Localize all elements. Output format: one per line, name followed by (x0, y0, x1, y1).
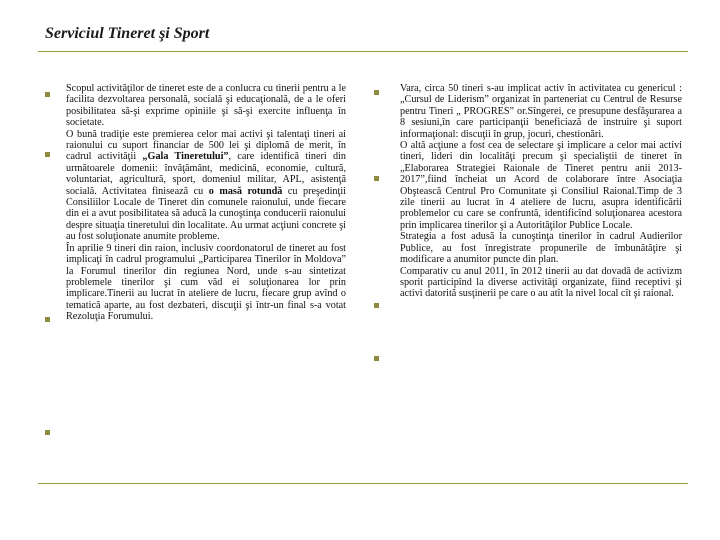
paragraph-scope: Scopul activităţilor de tineret este de a conlucra cu tinerii pentru a le facilita dezvoltarea personală, socială şi educaţională, de a le oferi posibilitatea să-şi exprime opiniile şi să-şi exercite influenţa în societate. (66, 83, 346, 129)
right-column (400, 83, 682, 300)
bullet-marker (45, 317, 50, 322)
bullet-marker (374, 356, 379, 361)
page-title: Serviciul Tineret şi Sport (45, 25, 210, 42)
bold-text: „Gala Tineretului” (142, 151, 229, 163)
text-span: , care identifică tineri din următoarele domenii: învăţământ, medicină, economie, cultură, voluntariat, agricultură, sport, domeniul militar, APL, asistenţă socială. Activitatea finisează cu (66, 151, 346, 197)
text-span: cu preşedinţii Consiliilor Locale de Tineret din comunele raionului, unde fiecare din ei a avut posibilitatea să aducă la cunoştinţa conducerii raionului despre situaţia tineretului din localitate. Au urmat acţiuni concrete şi au fost soluţionate anumite probleme. (66, 185, 346, 243)
bullet-marker (374, 176, 379, 181)
bullet-marker (45, 152, 50, 157)
bottom-divider (38, 483, 688, 484)
paragraph-public-hearings: Strategia a fost adusă la cunoştinţa tinerilor în cadrul Audierilor Publice, au fost înregistrate propunerile de îmbunătăţire şi modificare a anumitor puncte din plan. (400, 231, 682, 266)
paragraph-comparison: Comparativ cu anul 2011, în 2012 tinerii au dat dovadă de activizm sporit participînd la diverse activităţi organizate, fiind receptivi şi activi datorită susţinerii pe care o au atît la nivel local cît şi raional. (400, 265, 682, 300)
bullet-marker (374, 90, 379, 95)
paragraph-gala (66, 129, 346, 243)
bold-text: o masă rotundă (208, 185, 283, 197)
text-span: O bună tradiţie este premierea celor mai activi şi talentaţi tineri ai raionului cu suport financiar de 500 lei şi diplomă de merit, în cadrul activităţii (66, 128, 346, 163)
bullet-marker (374, 303, 379, 308)
paragraph-forum: În aprilie 9 tineri din raion, inclusiv coordonatorul de tineret au fost implicaţi în cadrul programului „Participarea Tinerilor în Moldova” la Forumul tinerilor din regiunea Nord, unde s-au sintetizat problemele tinerilor şi cum văd ei soluţionarea lor prin implicare.Tinerii au lucrat în ateliere de lucru, fiecare grup avînd o tematică aparte, au fost dezbateri, discuţii şi într-un final s-a votat Rezoluţia Forumului. (66, 242, 346, 323)
top-divider (38, 51, 688, 52)
bullet-marker (45, 430, 50, 435)
paragraph-strategy: O altă acţiune a fost cea de selectare şi implicare a celor mai activi tineri, lideri din localităţi precum şi specialiştii de tineret în „Elaborarea Strategiei Raionale de Tineret pentru anii 2013-2017”,fiind încheiat un Acord de colaborare între Asociaţia Obştească Centrul Pro Comunitate şi Consiliul Raional.Timp de 3 zile tinerii au lucrat în 4 ateliere de lucru, asupra identificării problemelor cu care se confruntă, identificînd soluţionarea acestora prin implicarea tinerilor şi a Autorităţilor Publice Locale. (400, 140, 682, 231)
left-column (66, 83, 346, 323)
paragraph-leadership-course: Vara, circa 50 tineri s-au implicat activ în activitatea cu genericul : „Cursul de Liderism” organizat în parteneriat cu Centrul de Resurse pentru Tineri „ PROGRES” or.Sîngerei, ce presupune desfăşurarea a 8 sesiuni,în care participanţii beneficiază de instruire şi suport informaţional: discuţii în grup, jocuri, chestionări. (400, 83, 682, 140)
bullet-marker (45, 92, 50, 97)
